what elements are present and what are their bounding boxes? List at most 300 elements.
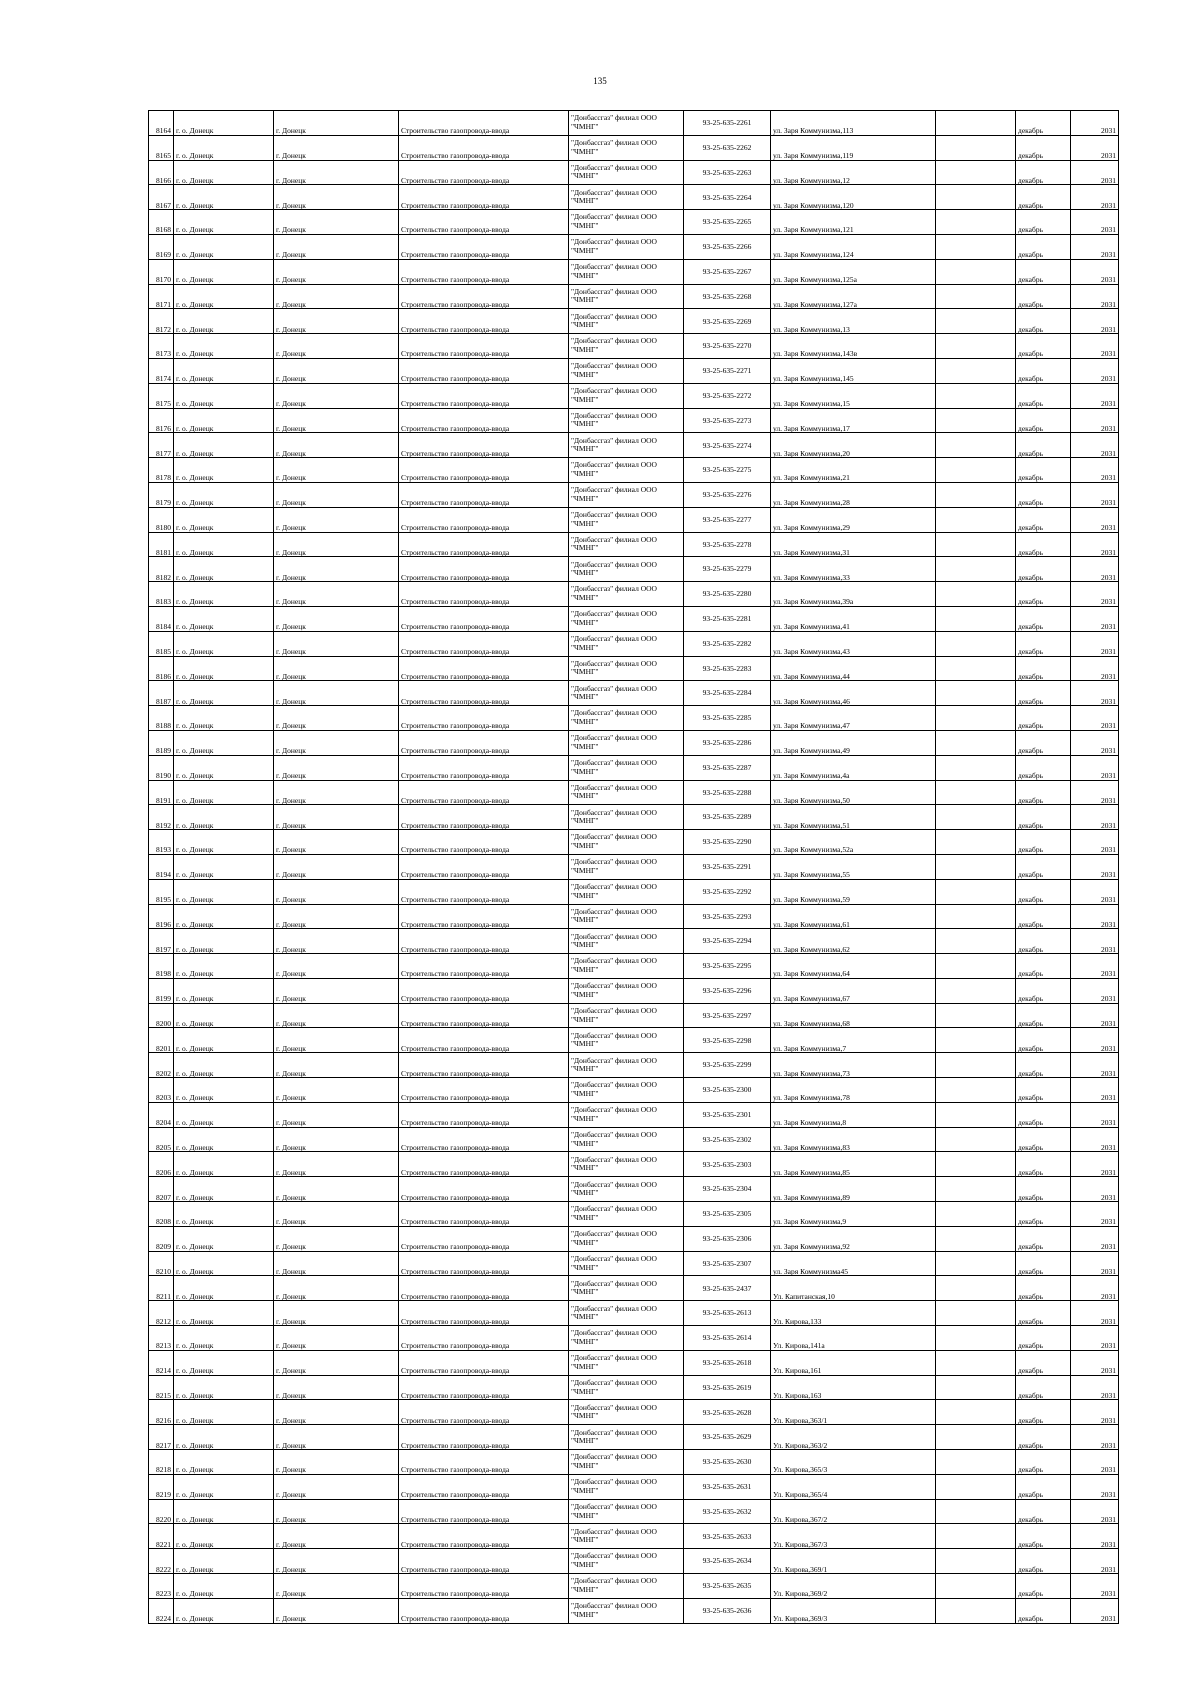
table-row (149, 929, 1119, 954)
address-cell: ул. Заря Коммунизма,43 (771, 631, 936, 656)
row-number: 8207 (149, 1177, 174, 1202)
note-cell (936, 210, 1016, 235)
table-row (149, 234, 1119, 259)
work-type-cell: Строительство газопровода-ввода (399, 582, 569, 607)
organization-cell: "Донбассгаз" филиал ООО "ЧМНГ" (569, 1028, 684, 1053)
address-cell: Ул. Кирова,367/3 (771, 1524, 936, 1549)
address-cell: ул. Заря Коммунизма,49 (771, 730, 936, 755)
locality-cell: г. Донецк (274, 111, 399, 136)
month-cell: декабрь (1016, 854, 1071, 879)
district-cell: г. о. Донецк (174, 482, 274, 507)
row-number: 8194 (149, 854, 174, 879)
address-cell: Ул. Кирова,141а (771, 1326, 936, 1351)
organization-cell: "Донбассгаз" филиал ООО "ЧМНГ" (569, 978, 684, 1003)
year-cell: 2031 (1071, 706, 1119, 731)
year-cell: 2031 (1071, 111, 1119, 136)
table-row (149, 1202, 1119, 1227)
table-row (149, 210, 1119, 235)
table-row (149, 1003, 1119, 1028)
district-cell: г. о. Донецк (174, 631, 274, 656)
year-cell: 2031 (1071, 433, 1119, 458)
locality-cell: г. Донецк (274, 978, 399, 1003)
district-cell: г. о. Донецк (174, 1053, 274, 1078)
row-number: 8208 (149, 1202, 174, 1227)
district-cell: г. о. Донецк (174, 557, 274, 582)
month-cell: декабрь (1016, 1375, 1071, 1400)
year-cell: 2031 (1071, 978, 1119, 1003)
organization-cell: "Донбассгаз" филиал ООО "ЧМНГ" (569, 1574, 684, 1599)
year-cell: 2031 (1071, 1524, 1119, 1549)
note-cell (936, 259, 1016, 284)
work-type-cell: Строительство газопровода-ввода (399, 1549, 569, 1574)
year-cell: 2031 (1071, 135, 1119, 160)
table-row (149, 978, 1119, 1003)
object-code-cell: 93-25-635-2630 (684, 1450, 771, 1475)
work-type-cell: Строительство газопровода-ввода (399, 185, 569, 210)
locality-cell: г. Донецк (274, 557, 399, 582)
organization-cell: "Донбассгаз" филиал ООО "ЧМНГ" (569, 160, 684, 185)
note-cell (936, 1425, 1016, 1450)
month-cell: декабрь (1016, 1574, 1071, 1599)
locality-cell: г. Донецк (274, 1127, 399, 1152)
district-cell: г. о. Донецк (174, 1152, 274, 1177)
year-cell: 2031 (1071, 805, 1119, 830)
object-code-cell: 93-25-635-2632 (684, 1499, 771, 1524)
locality-cell: г. Донецк (274, 334, 399, 359)
address-cell: ул. Заря Коммунизма,145 (771, 358, 936, 383)
year-cell: 2031 (1071, 631, 1119, 656)
locality-cell: г. Донецк (274, 1326, 399, 1351)
object-code-cell: 93-25-635-2303 (684, 1152, 771, 1177)
note-cell (936, 1450, 1016, 1475)
district-cell: г. о. Донецк (174, 854, 274, 879)
organization-cell: "Донбассгаз" филиал ООО "ЧМНГ" (569, 383, 684, 408)
table-row (149, 805, 1119, 830)
row-number: 8209 (149, 1226, 174, 1251)
work-type-cell: Строительство газопровода-ввода (399, 1127, 569, 1152)
year-cell: 2031 (1071, 210, 1119, 235)
row-number: 8182 (149, 557, 174, 582)
work-type-cell: Строительство газопровода-ввода (399, 1598, 569, 1623)
month-cell: декабрь (1016, 507, 1071, 532)
locality-cell: г. Донецк (274, 185, 399, 210)
locality-cell: г. Донецк (274, 160, 399, 185)
note-cell (936, 1499, 1016, 1524)
month-cell: декабрь (1016, 1350, 1071, 1375)
locality-cell: г. Донецк (274, 1350, 399, 1375)
organization-cell: "Донбассгаз" филиал ООО "ЧМНГ" (569, 606, 684, 631)
address-cell: ул. Заря Коммунизма,8 (771, 1102, 936, 1127)
year-cell: 2031 (1071, 780, 1119, 805)
month-cell: декабрь (1016, 532, 1071, 557)
locality-cell: г. Донецк (274, 1028, 399, 1053)
year-cell: 2031 (1071, 408, 1119, 433)
address-cell: Ул. Кирова,363/1 (771, 1400, 936, 1425)
note-cell (936, 309, 1016, 334)
note-cell (936, 1326, 1016, 1351)
month-cell: декабрь (1016, 606, 1071, 631)
row-number: 8190 (149, 755, 174, 780)
address-cell: ул. Заря Коммунизма,28 (771, 482, 936, 507)
register-body (149, 111, 1119, 1624)
work-type-cell: Строительство газопровода-ввода (399, 1276, 569, 1301)
table-row (149, 606, 1119, 631)
work-type-cell: Строительство газопровода-ввода (399, 681, 569, 706)
row-number: 8198 (149, 954, 174, 979)
organization-cell: "Донбассгаз" филиал ООО "ЧМНГ" (569, 334, 684, 359)
object-code-cell: 93-25-635-2614 (684, 1326, 771, 1351)
work-type-cell: Строительство газопровода-ввода (399, 284, 569, 309)
object-code-cell: 93-25-635-2296 (684, 978, 771, 1003)
locality-cell: г. Донецк (274, 1226, 399, 1251)
year-cell: 2031 (1071, 730, 1119, 755)
work-type-cell: Строительство газопровода-ввода (399, 1177, 569, 1202)
note-cell (936, 358, 1016, 383)
work-type-cell: Строительство газопровода-ввода (399, 1425, 569, 1450)
organization-cell: "Донбассгаз" филиал ООО "ЧМНГ" (569, 557, 684, 582)
work-type-cell: Строительство газопровода-ввода (399, 606, 569, 631)
district-cell: г. о. Донецк (174, 606, 274, 631)
table-row (149, 1226, 1119, 1251)
district-cell: г. о. Донецк (174, 805, 274, 830)
locality-cell: г. Донецк (274, 879, 399, 904)
year-cell: 2031 (1071, 1226, 1119, 1251)
work-type-cell: Строительство газопровода-ввода (399, 557, 569, 582)
month-cell: декабрь (1016, 234, 1071, 259)
object-code-cell: 93-25-635-2305 (684, 1202, 771, 1227)
year-cell: 2031 (1071, 1499, 1119, 1524)
note-cell (936, 507, 1016, 532)
locality-cell: г. Донецк (274, 1499, 399, 1524)
district-cell: г. о. Донецк (174, 780, 274, 805)
note-cell (936, 1028, 1016, 1053)
object-code-cell: 93-25-635-2631 (684, 1474, 771, 1499)
district-cell: г. о. Донецк (174, 1350, 274, 1375)
note-cell (936, 1003, 1016, 1028)
work-type-cell: Строительство газопровода-ввода (399, 334, 569, 359)
district-cell: г. о. Донецк (174, 755, 274, 780)
object-code-cell: 93-25-635-2277 (684, 507, 771, 532)
organization-cell: "Донбассгаз" филиал ООО "ЧМНГ" (569, 1003, 684, 1028)
organization-cell: "Донбассгаз" филиал ООО "ЧМНГ" (569, 284, 684, 309)
locality-cell: г. Донецк (274, 1474, 399, 1499)
month-cell: декабрь (1016, 210, 1071, 235)
district-cell: г. о. Донецк (174, 532, 274, 557)
organization-cell: "Донбассгаз" филиал ООО "ЧМНГ" (569, 1251, 684, 1276)
object-code-cell: 93-25-635-2437 (684, 1276, 771, 1301)
district-cell: г. о. Донецк (174, 706, 274, 731)
locality-cell: г. Донецк (274, 904, 399, 929)
object-code-cell: 93-25-635-2634 (684, 1549, 771, 1574)
locality-cell: г. Донецк (274, 780, 399, 805)
work-type-cell: Строительство газопровода-ввода (399, 978, 569, 1003)
organization-cell: "Донбассгаз" филиал ООО "ЧМНГ" (569, 879, 684, 904)
address-cell: ул. Заря Коммунизма,83 (771, 1127, 936, 1152)
organization-cell: "Донбассгаз" филиал ООО "ЧМНГ" (569, 259, 684, 284)
note-cell (936, 706, 1016, 731)
table-row (149, 1127, 1119, 1152)
row-number: 8166 (149, 160, 174, 185)
row-number: 8173 (149, 334, 174, 359)
year-cell: 2031 (1071, 1202, 1119, 1227)
district-cell: г. о. Донецк (174, 160, 274, 185)
table-row (149, 1177, 1119, 1202)
object-code-cell: 93-25-635-2263 (684, 160, 771, 185)
month-cell: декабрь (1016, 1127, 1071, 1152)
year-cell: 2031 (1071, 1276, 1119, 1301)
object-code-cell: 93-25-635-2618 (684, 1350, 771, 1375)
row-number: 8181 (149, 532, 174, 557)
note-cell (936, 334, 1016, 359)
object-code-cell: 93-25-635-2628 (684, 1400, 771, 1425)
note-cell (936, 532, 1016, 557)
row-number: 8196 (149, 904, 174, 929)
work-type-cell: Строительство газопровода-ввода (399, 805, 569, 830)
work-type-cell: Строительство газопровода-ввода (399, 1350, 569, 1375)
district-cell: г. о. Донецк (174, 1301, 274, 1326)
year-cell: 2031 (1071, 1326, 1119, 1351)
month-cell: декабрь (1016, 1251, 1071, 1276)
table-row (149, 954, 1119, 979)
table-row (149, 334, 1119, 359)
object-code-cell: 93-25-635-2633 (684, 1524, 771, 1549)
year-cell: 2031 (1071, 1127, 1119, 1152)
locality-cell: г. Донецк (274, 234, 399, 259)
month-cell: декабрь (1016, 433, 1071, 458)
month-cell: декабрь (1016, 879, 1071, 904)
year-cell: 2031 (1071, 1028, 1119, 1053)
address-cell: ул. Заря Коммунизма,67 (771, 978, 936, 1003)
year-cell: 2031 (1071, 582, 1119, 607)
object-code-cell: 93-25-635-2289 (684, 805, 771, 830)
table-row (149, 706, 1119, 731)
locality-cell: г. Донецк (274, 1053, 399, 1078)
row-number: 8175 (149, 383, 174, 408)
work-type-cell: Строительство газопровода-ввода (399, 160, 569, 185)
row-number: 8179 (149, 482, 174, 507)
row-number: 8217 (149, 1425, 174, 1450)
month-cell: декабрь (1016, 482, 1071, 507)
object-code-cell: 93-25-635-2302 (684, 1127, 771, 1152)
row-number: 8186 (149, 656, 174, 681)
note-cell (936, 1102, 1016, 1127)
table-row (149, 656, 1119, 681)
address-cell: ул. Заря Коммунизма,89 (771, 1177, 936, 1202)
address-cell: ул. Заря Коммунизма,29 (771, 507, 936, 532)
organization-cell: "Донбассгаз" филиал ООО "ЧМНГ" (569, 854, 684, 879)
row-number: 8191 (149, 780, 174, 805)
work-type-cell: Строительство газопровода-ввода (399, 755, 569, 780)
object-code-cell: 93-25-635-2261 (684, 111, 771, 136)
organization-cell: "Донбассгаз" филиал ООО "ЧМНГ" (569, 507, 684, 532)
address-cell: ул. Заря Коммунизма,143в (771, 334, 936, 359)
object-code-cell: 93-25-635-2292 (684, 879, 771, 904)
district-cell: г. о. Донецк (174, 1574, 274, 1599)
row-number: 8210 (149, 1251, 174, 1276)
locality-cell: г. Донецк (274, 383, 399, 408)
district-cell: г. о. Донецк (174, 656, 274, 681)
object-code-cell: 93-25-635-2270 (684, 334, 771, 359)
note-cell (936, 1574, 1016, 1599)
locality-cell: г. Донецк (274, 1549, 399, 1574)
locality-cell: г. Донецк (274, 755, 399, 780)
object-code-cell: 93-25-635-2283 (684, 656, 771, 681)
organization-cell: "Донбассгаз" филиал ООО "ЧМНГ" (569, 929, 684, 954)
row-number: 8180 (149, 507, 174, 532)
address-cell: ул. Заря Коммунизма,12 (771, 160, 936, 185)
address-cell: ул. Заря Коммунизма,51 (771, 805, 936, 830)
locality-cell: г. Донецк (274, 507, 399, 532)
year-cell: 2031 (1071, 929, 1119, 954)
address-cell: ул. Заря Коммунизма,78 (771, 1078, 936, 1103)
year-cell: 2031 (1071, 309, 1119, 334)
district-cell: г. о. Донецк (174, 1276, 274, 1301)
month-cell: декабрь (1016, 358, 1071, 383)
table-row (149, 1499, 1119, 1524)
row-number: 8170 (149, 259, 174, 284)
object-code-cell: 93-25-635-2267 (684, 259, 771, 284)
month-cell: декабрь (1016, 1177, 1071, 1202)
address-cell: ул. Заря Коммунизма,73 (771, 1053, 936, 1078)
locality-cell: г. Донецк (274, 1003, 399, 1028)
table-row (149, 1350, 1119, 1375)
locality-cell: г. Донецк (274, 1450, 399, 1475)
object-code-cell: 93-25-635-2284 (684, 681, 771, 706)
locality-cell: г. Донецк (274, 805, 399, 830)
address-cell: ул. Заря Коммунизма,9 (771, 1202, 936, 1227)
locality-cell: г. Донецк (274, 1425, 399, 1450)
table-row (149, 1474, 1119, 1499)
work-type-cell: Строительство газопровода-ввода (399, 234, 569, 259)
organization-cell: "Донбассгаз" филиал ООО "ЧМНГ" (569, 458, 684, 483)
district-cell: г. о. Донецк (174, 1400, 274, 1425)
work-type-cell: Строительство газопровода-ввода (399, 259, 569, 284)
note-cell (936, 1524, 1016, 1549)
work-type-cell: Строительство газопровода-ввода (399, 854, 569, 879)
row-number: 8195 (149, 879, 174, 904)
note-cell (936, 1474, 1016, 1499)
object-code-cell: 93-25-635-2290 (684, 830, 771, 855)
table-row (149, 1524, 1119, 1549)
district-cell: г. о. Донецк (174, 433, 274, 458)
register-table (148, 110, 1119, 1624)
locality-cell: г. Донецк (274, 929, 399, 954)
work-type-cell: Строительство газопровода-ввода (399, 482, 569, 507)
address-cell: ул. Заря Коммунизма,50 (771, 780, 936, 805)
organization-cell: "Донбассгаз" филиал ООО "ЧМНГ" (569, 954, 684, 979)
locality-cell: г. Донецк (274, 1102, 399, 1127)
note-cell (936, 135, 1016, 160)
district-cell: г. о. Донецк (174, 111, 274, 136)
note-cell (936, 1375, 1016, 1400)
month-cell: декабрь (1016, 631, 1071, 656)
note-cell (936, 433, 1016, 458)
district-cell: г. о. Донецк (174, 358, 274, 383)
note-cell (936, 730, 1016, 755)
locality-cell: г. Донецк (274, 606, 399, 631)
year-cell: 2031 (1071, 507, 1119, 532)
address-cell: ул. Заря Коммунизма,113 (771, 111, 936, 136)
address-cell: ул. Заря Коммунизма,92 (771, 1226, 936, 1251)
address-cell: ул. Заря Коммунизма,121 (771, 210, 936, 235)
district-cell: г. о. Донецк (174, 1226, 274, 1251)
work-type-cell: Строительство газопровода-ввода (399, 1102, 569, 1127)
organization-cell: "Донбассгаз" филиал ООО "ЧМНГ" (569, 1326, 684, 1351)
month-cell: декабрь (1016, 135, 1071, 160)
district-cell: г. о. Донецк (174, 730, 274, 755)
address-cell: ул. Заря Коммунизма,125а (771, 259, 936, 284)
district-cell: г. о. Донецк (174, 904, 274, 929)
locality-cell: г. Донецк (274, 656, 399, 681)
month-cell: декабрь (1016, 656, 1071, 681)
row-number: 8223 (149, 1574, 174, 1599)
object-code-cell: 93-25-635-2635 (684, 1574, 771, 1599)
object-code-cell: 93-25-635-2619 (684, 1375, 771, 1400)
organization-cell: "Донбассгаз" филиал ООО "ЧМНГ" (569, 1301, 684, 1326)
note-cell (936, 929, 1016, 954)
month-cell: декабрь (1016, 582, 1071, 607)
month-cell: декабрь (1016, 730, 1071, 755)
note-cell (936, 1251, 1016, 1276)
table-row (149, 1078, 1119, 1103)
table-row (149, 1251, 1119, 1276)
organization-cell: "Донбассгаз" филиал ООО "ЧМНГ" (569, 755, 684, 780)
organization-cell: "Донбассгаз" филиал ООО "ЧМНГ" (569, 1499, 684, 1524)
object-code-cell: 93-25-635-2282 (684, 631, 771, 656)
year-cell: 2031 (1071, 1078, 1119, 1103)
object-code-cell: 93-25-635-2297 (684, 1003, 771, 1028)
note-cell (936, 780, 1016, 805)
work-type-cell: Строительство газопровода-ввода (399, 730, 569, 755)
object-code-cell: 93-25-635-2307 (684, 1251, 771, 1276)
note-cell (936, 111, 1016, 136)
locality-cell: г. Донецк (274, 631, 399, 656)
address-cell: Ул. Кирова,365/3 (771, 1450, 936, 1475)
note-cell (936, 383, 1016, 408)
table-row (149, 904, 1119, 929)
row-number: 8206 (149, 1152, 174, 1177)
year-cell: 2031 (1071, 334, 1119, 359)
object-code-cell: 93-25-635-2613 (684, 1301, 771, 1326)
year-cell: 2031 (1071, 1375, 1119, 1400)
month-cell: декабрь (1016, 1598, 1071, 1623)
address-cell: ул. Заря Коммунизма,17 (771, 408, 936, 433)
table-row (149, 1053, 1119, 1078)
district-cell: г. о. Донецк (174, 1549, 274, 1574)
month-cell: декабрь (1016, 1301, 1071, 1326)
district-cell: г. о. Донецк (174, 284, 274, 309)
district-cell: г. о. Донецк (174, 234, 274, 259)
row-number: 8177 (149, 433, 174, 458)
object-code-cell: 93-25-635-2288 (684, 780, 771, 805)
work-type-cell: Строительство газопровода-ввода (399, 1400, 569, 1425)
organization-cell: "Донбассгаз" филиал ООО "ЧМНГ" (569, 408, 684, 433)
year-cell: 2031 (1071, 1301, 1119, 1326)
work-type-cell: Строительство газопровода-ввода (399, 879, 569, 904)
row-number: 8184 (149, 606, 174, 631)
table-row (149, 854, 1119, 879)
object-code-cell: 93-25-635-2275 (684, 458, 771, 483)
work-type-cell: Строительство газопровода-ввода (399, 1251, 569, 1276)
object-code-cell: 93-25-635-2301 (684, 1102, 771, 1127)
table-row (149, 532, 1119, 557)
address-cell: ул. Заря Коммунизма,124 (771, 234, 936, 259)
organization-cell: "Донбассгаз" филиал ООО "ЧМНГ" (569, 234, 684, 259)
district-cell: г. о. Донецк (174, 1598, 274, 1623)
note-cell (936, 284, 1016, 309)
organization-cell: "Донбассгаз" филиал ООО "ЧМНГ" (569, 1102, 684, 1127)
locality-cell: г. Донецк (274, 730, 399, 755)
